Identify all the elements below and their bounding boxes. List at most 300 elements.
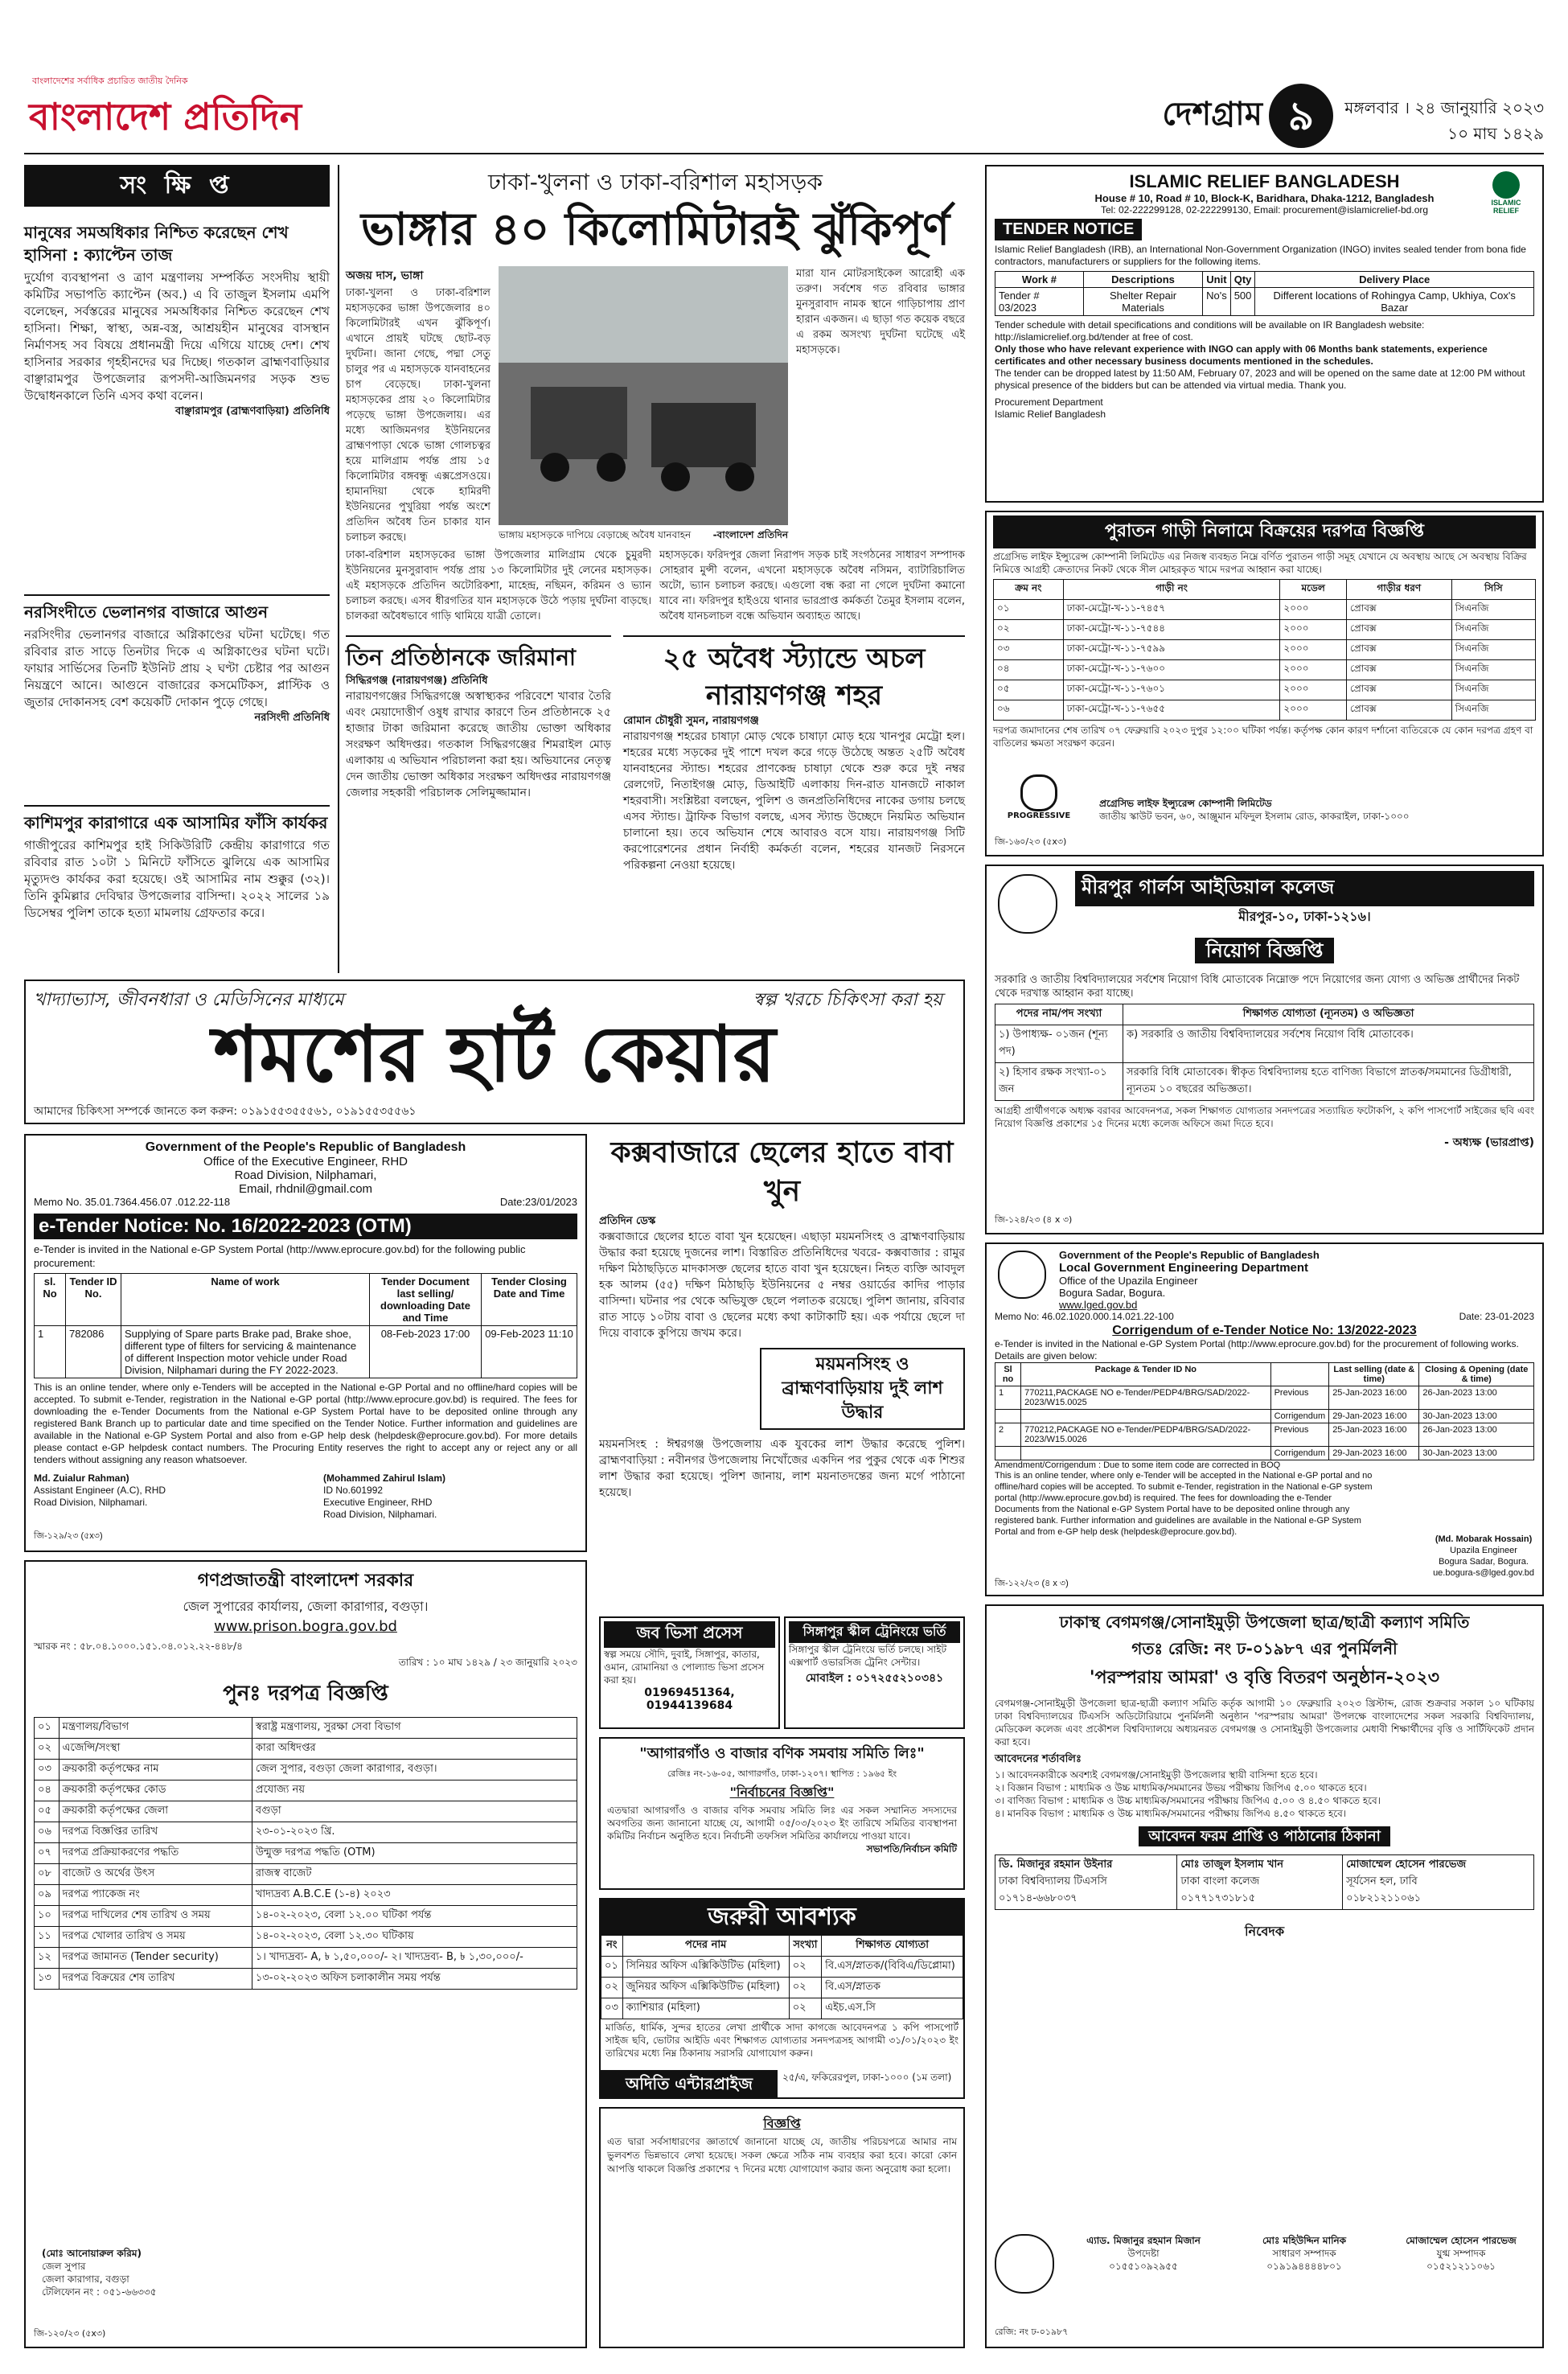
table-cell: ক্রয়কারী কর্তৃপক্ষের জেলা	[59, 1801, 252, 1822]
sig-line: জেল সুপার	[42, 2261, 86, 2272]
rhd-division: Road Division, Nilphamari,	[234, 1169, 377, 1182]
table-cell: 08-Feb-2023 17:00	[370, 1326, 482, 1378]
table-cell: 26-Jan-2023 13:00	[1419, 1386, 1534, 1410]
training-ad-body: সিঙ্গাপুর স্কীল ট্রেনিংয়ে ভর্তি চলছে। সাইট এক্সপার্ট ওভারসিজ ট্রেনিং সেন্টার।	[789, 1644, 947, 1668]
college-sub: মীরপুর-১০, ঢাকা-১২১৬।	[1238, 909, 1371, 924]
lead-story	[346, 165, 965, 631]
lead-body: ঢাকা-খুলনা ও ঢাকা-বরিশাল মহাসড়কের ভাঙ্গা উপজেলার ৪০ কিলোমিটারই এখন ঝুঁকিপূর্ণ। এখানে প্রায়ই ঘটছে ছোট-বড় দুর্ঘটনা। জানা গেছে, পদ্মা সেতু চালুর পর এ মহাসড়কে যানবাহনের চাপ বেড়েছে। ঢাকা-খুলনা মহাসড়কের প্রায় ২০ কিলোমিটার পড়েছে ভাঙ্গা উপজেলায়। এর মধ্যে আজিমনগর ইউনিয়নের ব্রাহ্মণপাড়া থেকে ভাঙ্গা গোলচত্বর হয়ে মালিগ্রাম পর্যন্ত প্রায় ১৫ কিলোমিটার বঙ্গবন্ধু এক্সপ্রেসওয়ে। হামানদিয়া থেকে হামিরদী ইউনিয়নের পুখুরিয়া পর্যন্ত অংশে প্রতিদিন অবৈধ তিন চাকার যান চলাচল করছে।	[346, 287, 491, 544]
coop-notice	[599, 1737, 965, 1890]
rhd-gov: Government of the People's Republic of Bangladesh	[145, 1140, 466, 1154]
section-title: দেশগ্রাম	[1162, 96, 1262, 133]
table-header: Work #	[995, 272, 1084, 288]
welfare-cond-title: আবেদনের শর্তাবলিঃ	[995, 1753, 1082, 1765]
table-cell: ১১	[35, 1927, 60, 1948]
table-row	[35, 1843, 577, 1864]
table-row	[994, 640, 1536, 660]
table-cell: প্রোবক্স	[1346, 680, 1451, 700]
table-row	[994, 620, 1536, 640]
rhd-notice-title: e-Tender Notice: No. 16/2022-2023 (OTM)	[34, 1214, 577, 1239]
tagline: বাংলাদেশের সর্বাধিক প্রচারিত জাতীয় দৈনিক	[32, 76, 188, 86]
table-cell: সিএনজি	[1451, 640, 1535, 660]
irb-table	[995, 271, 1534, 316]
sig-line: জেলা কারাগার, বগুড়া	[42, 2273, 129, 2285]
lead-body: মারা যান মোটরসাইকেল আরোহী এক তরুণ। সর্বশেষ গত রবিবার ভাঙ্গার মুনসুরাবাদ নামক স্থানে গাড়িচাপায় প্রাণ হারান একজন। এ ছাড়া গত কয়েক বছরে এ রকম অসংখ্য দুর্ঘটনা ঘটেছে এই মহাসড়কে।	[796, 268, 965, 356]
table-row	[35, 1718, 577, 1739]
table-cell: ক্রয়কারী কর্তৃপক্ষের নাম	[59, 1760, 252, 1780]
jobs-company: অদিতি এন্টারপ্রাইজ	[601, 2070, 778, 2097]
table-cell: ঢাকা-মেট্রো-খ-১১-৭৫৯৯	[1063, 640, 1280, 660]
brief-title[interactable]: নরসিংদীতে ভেলানগর বাজারে আগুন	[24, 602, 269, 622]
brief-title[interactable]: কাশিমপুর কারাগারে এক আসামির ফাঁসি কার্যকর	[24, 813, 328, 832]
ad-code: জি-১৬০/২৩ (৫x৩)	[995, 836, 1067, 847]
lged-memo-line	[995, 1311, 1534, 1324]
brief-item	[24, 811, 330, 972]
auction-address: জাতীয় স্কাউট ভবন, ৬০, আঞ্জুমান মফিদুল ইসলাম রোড, কাকরাইল, ঢাকা-১০০০	[1099, 811, 1410, 822]
table-cell: প্রোবক্স	[1346, 700, 1451, 721]
table-header: গাড়ীর ধরণ	[1346, 580, 1451, 600]
irb-tender	[985, 165, 1544, 503]
heart-care-ad[interactable]	[24, 980, 965, 1124]
table-cell	[1177, 1855, 1343, 1910]
rhd-body: This is an online tender, where only e-Tenders will be accepted in the National e-GP Portal and no offline/hard copies will be accepted. To submit e-Tender, registration in the National e-GP portal (http://www.eprocure.gov.bd) is required. The fees for downloading the e-Tender Documents from the National e-GP System Portal have to be deposited online through any registered Bank Branch up to particular date and time specified on the Tender Notice. Further information and guidelines are available in the National e-GP System Portal and also from e-GP help desk (helpdesk@eprocure.gov.bd). For more details please contact e-GP helpdesk contact numbers. The Procuring Entity reserves the right to accept any or reject any or all tenders without assigning any reason whatsoever.	[34, 1382, 577, 1465]
welfare-title-3: 'পরস্পরায় আমরা' ও বৃত্তি বিতরণ অনুষ্ঠান-২০২৩	[1089, 1668, 1440, 1688]
jobs-table	[601, 1935, 963, 2019]
small-notice	[599, 2107, 965, 2348]
irb-sign	[995, 396, 1534, 421]
training-ad[interactable]	[784, 1616, 965, 1729]
logo-text: বাংলাদেশ প্রতিদিন	[29, 95, 302, 138]
table-row	[995, 1855, 1534, 1910]
table-row	[35, 1822, 577, 1843]
table-header: গাড়ী নং	[1063, 580, 1280, 600]
college-table	[995, 1004, 1534, 1101]
sig-line: Md. Zuialur Rahman)	[34, 1472, 129, 1484]
society-logo-icon	[995, 2234, 1054, 2294]
stands-headline[interactable]: ২৫ অবৈধ স্ট্যান্ডে অচল নারায়ণগঞ্জ শহর	[663, 643, 926, 712]
table-cell: প্রোবক্স	[1346, 600, 1451, 620]
cox-byline: প্রতিদিন ডেস্ক	[599, 1215, 656, 1227]
contact-name: ডি. মিজানুর রহমান উইনার	[999, 1859, 1113, 1871]
welfare-reg: রেজি: নং ঢ-০১৯৮৭	[995, 2327, 1069, 2337]
table-cell: ০২	[994, 620, 1064, 640]
cox-sub-box	[760, 1348, 965, 1430]
table-cell: No's	[1203, 288, 1231, 316]
page-number-badge	[1269, 84, 1333, 148]
table-cell: ক্রয়কারী কর্তৃপক্ষের কোড	[59, 1780, 252, 1801]
brief-item	[24, 601, 330, 802]
brief-credit: বাঞ্ছারামপুর (ব্রাহ্মণবাড়িয়া) প্রতিনিধি	[174, 405, 330, 417]
table-row	[35, 1739, 577, 1760]
table-cell: 25-Jan-2023 16:00	[1329, 1423, 1419, 1447]
jail-signature	[42, 2247, 157, 2298]
table-cell: সিএনজি	[1451, 620, 1535, 640]
auction-body: দরপত্র জমাদানের শেষ তারিখ ০৭ ফেব্রুয়ারি ২০২৩ দুপুর ১২:০০ ঘটিকা পর্যন্ত। কর্তৃপক্ষ কোন কারণ দর্শানো ব্যতিরেকে যে কোন দরপত্র গ্রহণ বা বাতিলের ক্ষমতা সংরক্ষণ করেন।	[993, 725, 1533, 749]
table-cell: ক) সরকারি ও জাতীয় বিশ্ববিদ্যালয়ের সর্বশেষ নিয়োগ বিধি মোতাবেক।	[1123, 1025, 1534, 1063]
auction-intro: প্রগ্রেসিভ লাইফ ইন্স্যুরেন্স কোম্পানী লিমিটেড এর নিজস্ব ব্যবহৃত নিম্নে বর্ণিত পুরাতন গাড়ী সমূহ যেখানে যে অবস্থায় আছে সে অবস্থায় বিক্রির নিমিত্তে আগ্রহী ক্রেতাদের নিকট থেকে সীল মোহরকৃত খামে দরপত্র আহ্বান করা যাচ্ছে।	[993, 551, 1527, 575]
heart-ad-tag-2: স্বল্প খরচে চিকিৎসা করা হয়	[753, 990, 942, 1010]
fine-story	[346, 635, 611, 973]
table-header: Last selling (date & time)	[1329, 1363, 1419, 1386]
logo-icon	[1020, 774, 1057, 811]
sig-line: (Md. Mobarak Hossain)	[1435, 1534, 1533, 1544]
table-cell: ২০০০	[1280, 640, 1347, 660]
welfare-form-title: আবেদন ফরম প্রাপ্তি ও পাঠানোর ঠিকানা	[1139, 1826, 1390, 1846]
rhd-office: Office of the Executive Engineer, RHD	[203, 1155, 408, 1169]
table-cell: ০৫	[35, 1801, 60, 1822]
lged-signature	[1433, 1534, 1534, 1579]
stands-byline: রোমান চৌধুরী সুমন, নারায়ণগঞ্জ	[623, 715, 759, 727]
table-cell: 1	[35, 1326, 66, 1378]
signer-phone[interactable]: ০১৫২১২১১০৬১	[1426, 2261, 1496, 2272]
table-cell: ২০০০	[1280, 600, 1347, 620]
progressive-logo	[995, 774, 1083, 823]
table-header: ক্রম নং	[994, 580, 1064, 600]
table-cell: জেল সুপার, বগুড়া জেলা কারাগার, বগুড়া।	[252, 1760, 577, 1780]
coop-notice-title: "নির্বাচনের বিজ্ঞপ্তি"	[729, 1785, 835, 1800]
cox-subhead: ময়মনসিংহ ও ব্রাহ্মণবাড়িয়ায় দুই লাশ উদ্ধার	[782, 1354, 943, 1423]
table-cell: রাজস্ব বাজেট	[252, 1864, 577, 1885]
table-row	[35, 1864, 577, 1885]
training-ad-title: সিঙ্গাপুর স্কীল ট্রেনিংয়ে ভর্তি	[789, 1621, 960, 1643]
column-rule	[338, 165, 339, 973]
irb-tel: Tel: 02-222299128, 02-222299130, Email: procurement@islamicrelief-bd.org	[1100, 204, 1429, 216]
table-cell: কারা অধিদপ্তর	[252, 1739, 577, 1760]
table-cell: সিএনজি	[1451, 680, 1535, 700]
lead-col-3	[796, 266, 965, 363]
table-cell: দরপত্র জামানত (Tender security)	[59, 1948, 252, 1969]
sig-line: Assistant Engineer (A.C), RHD	[34, 1485, 166, 1496]
table-row	[35, 1760, 577, 1780]
lead-kicker[interactable]: ঢাকা-খুলনা ও ঢাকা-বরিশাল মহাসড়ক	[488, 169, 823, 195]
jail-gov: গণপ্রজাতন্ত্রী বাংলাদেশ সরকার	[197, 1571, 414, 1591]
table-cell: ১) উপাধ্যক্ষ- ০১জন (শূন্য পদ)	[995, 1025, 1123, 1063]
table-cell: ১৪-০২-২০২৩, বেলা ১২.০০ ঘটিকা পর্যন্ত	[252, 1906, 577, 1927]
jobs-ad	[599, 1898, 965, 2099]
table-header: পদের নাম/পদ সংখ্যা	[995, 1004, 1123, 1025]
welfare-society-notice	[985, 1604, 1544, 2348]
brief-divider	[24, 594, 330, 596]
vehicle-auction-notice	[985, 511, 1544, 856]
table-header: sl. No	[35, 1274, 66, 1326]
table-header: Tender Document last selling/ downloading Date and Time	[370, 1274, 482, 1326]
signer-role: উপদেষ্টা	[1127, 2248, 1160, 2259]
table-cell: ক্যাশিয়ার (মহিলা)	[622, 1998, 789, 2019]
table-cell: 30-Jan-2023 13:00	[1419, 1410, 1534, 1423]
rhd-table	[34, 1273, 577, 1378]
table-cell: বি.এস/স্নাতক/(বিবিএ/ডিপ্লোমা)	[822, 1957, 963, 1978]
date-line-2: ১০ মাঘ ১৪২৯	[1447, 124, 1544, 143]
lead-headline[interactable]: ভাঙ্গার ৪০ কিলোমিটারই ঝুঁকিপূর্ণ	[360, 203, 950, 256]
briefs-banner	[24, 165, 330, 207]
sig-line: ue.bogura-s@lged.gov.bd	[1433, 1568, 1534, 1578]
table-header: মডেল	[1280, 580, 1347, 600]
small-notice-title: বিজ্ঞপ্তি	[763, 2116, 801, 2131]
signer-name: মোজাম্মেল হোসেন পারভেজ	[1406, 2235, 1517, 2246]
table-cell: 782086	[66, 1326, 121, 1378]
table-row	[35, 1948, 577, 1969]
table-cell: ০৪	[35, 1780, 60, 1801]
rhd-email[interactable]: Email, rhdnil@gmail.com	[238, 1182, 373, 1196]
table-cell: ২০০০	[1280, 660, 1347, 680]
welfare-signers	[995, 2226, 1534, 2314]
table-cell: ০১	[994, 600, 1064, 620]
table-row	[994, 660, 1536, 680]
auction-company: প্রগ্রেসিভ লাইফ ইন্স্যুরেন্স কোম্পানী লিমিটেড	[1099, 798, 1272, 809]
contact-name: মোজাম্মেল হোসেন পারভেজ	[1346, 1859, 1467, 1871]
table-cell: বগুড়া	[252, 1801, 577, 1822]
jobs-address: ২৫/এ, ফকিরেরপুল, ঢাকা-১০০০ (১ম তলা)	[782, 2072, 952, 2083]
table-row	[35, 1927, 577, 1948]
table-cell: Different locations of Rohingya Camp, Ukhiya, Cox's Bazar	[1255, 288, 1534, 316]
table-cell: 770212,PACKAGE NO e-Tender/PEDP4/BRG/SAD/2022-2023/W15.0026	[1021, 1423, 1271, 1447]
coop-sig: সভাপতি/নির্বাচন কমিটি	[866, 1843, 957, 1854]
lged-memo: Memo No: 46.02.1020.000.14.021.22-100	[995, 1311, 1174, 1322]
rhd-memo: Memo No. 35.01.7364.456.07 .012.22-118	[34, 1196, 231, 1208]
lged-addr: Bogura Sadar, Bogura.	[1059, 1287, 1166, 1299]
condition-item: ৩। বাণিজ্য বিভাগ : মাধ্যমিক ও উচ্চ মাধ্যমিক/সমমানের পরীক্ষায় জিপিএ ৫.০০ ও ৪.৫০ থাকতে হবে।	[995, 1795, 1381, 1806]
signer-role: যুগ্ম সম্পাদক	[1436, 2248, 1486, 2259]
jobs-title: জরুরী আবশ্যক	[601, 1900, 963, 1935]
table-header-row	[995, 272, 1534, 288]
table-cell: এইচ.এস.সি	[822, 1998, 963, 2019]
ad-code: জি-১২২/২৩ (৪ x ৩)	[995, 1579, 1069, 1588]
table-header-row	[995, 1004, 1534, 1025]
logo[interactable]	[29, 88, 302, 145]
condition-item: ২। বিজ্ঞান বিভাগ : মাধ্যমিক ও উচ্চ মাধ্যমিক/সমমানের উভয় পরীক্ষায় জিপিএ ৫.০০ থাকতে হবে।	[995, 1782, 1367, 1793]
welfare-contacts	[995, 1854, 1534, 1910]
table-cell: ১৪-০২-২০২৩, বেলা ১২.৩০ ঘটিকায়	[252, 1927, 577, 1948]
brief-body: নরসিংদীর ভেলানগর বাজারে অগ্নিকাণ্ডের ঘটনা ঘটেছে। গত রবিবার রাত সাড়ে তিনটার দিকে এ অগ্নিকাণ্ডের ঘটনা ঘটে। ফায়ার সার্ভিসের তিনটি ইউনিট প্রায় ২ ঘণ্টা চেষ্টার পর আগুন নিয়ন্ত্রণে আনে। আগুনে বাজারের কসমেটিকস, প্লাস্টিক ও জুতার দোকানসহ বেশ কয়েকটি দোকান পুড়ে গেছে।	[24, 627, 330, 709]
table-row	[994, 600, 1536, 620]
jail-memo: স্মারক নং : ৫৮.০৪.১০০০.১৫১.০৪.০১২.২২-৪৪৮/৪	[34, 1641, 243, 1652]
brief-title[interactable]: মানুষের সমঅধিকার নিশ্চিত করেছেন শেখ হাসিনা : ক্যাপ্টেন তাজ	[24, 223, 289, 265]
table-cell: ০৬	[994, 700, 1064, 721]
heart-ad-tag: খাদ্যাভ্যাস, জীবনধারা ও মেডিসিনের মাধ্যমে	[34, 990, 344, 1010]
irb-body: Tender schedule with detail specifications and conditions will be available on IR Bangladesh website: http://islamicrelief.org.bd/tender at free of cost.	[995, 319, 1425, 343]
table-cell: Tender # 03/2023	[995, 288, 1084, 316]
masthead-rule	[24, 153, 1544, 154]
rhd-signatures	[34, 1472, 577, 1529]
story-rule	[346, 635, 611, 637]
contact-name: মোঃ তাজুল ইসলাম খান	[1180, 1859, 1284, 1871]
irb-intro: Islamic Relief Bangladesh (IRB), an International Non-Government Organization (INGO) invites sealed tender from bona fide contractors, manufacturers or suppliers for the following items.	[995, 244, 1526, 267]
table-cell: ঢাকা-মেট্রো-খ-১১-৭৬০১	[1063, 680, 1280, 700]
signer-name: এ্যাড. মিজানুর রহমান মিজান	[1086, 2235, 1201, 2246]
table-header	[1270, 1363, 1329, 1386]
signer	[1067, 2234, 1220, 2273]
lged-web[interactable]: www.lged.gov.bd	[1059, 1299, 1138, 1311]
table-cell	[995, 1447, 1021, 1460]
jail-date: তারিখ : ১০ মাঘ ১৪২৯ / ২৩ জানুয়ারি ২০২৩	[398, 1657, 577, 1668]
table-cell: উন্মুক্ত দরপত্র পদ্ধতি (OTM)	[252, 1843, 577, 1864]
cox-body: কক্সবাজারে ছেলের হাতে বাবা খুন হয়েছেন। এছাড়া ময়মনসিংহ ও ব্রাহ্মণবাড়িয়ায় উদ্ধার করা হয়েছে দুজনের লাশ। বিস্তারিত প্রতিনিধিদের খবরে- কক্সবাজার : রামুর দক্ষিণ মিঠাছড়িতে মাদকাসক্ত ছেলের হাতে বাবা খুন হয়েছেন। নিহত ব্যক্তি আবদুল হক আলম (৫৫) দক্ষিণ মিঠাছড়ি ইউনিয়নের ৫ নম্বর ওয়ার্ডের কাদির পাড়ার বাসিন্দা। ঘটনার পর থেকে অভিযুক্ত ছেলে পলাতক রয়েছে। পুলিশ জানায়, রবিবার রাত সাড়ে ১০টায় বাবা ও ছেলের মধ্যে কথা কাটাকাটি হয়। এক পর্যায়ে ছেলে দা দিয়ে বাবাকে কুপিয়ে জখম করে।	[599, 1230, 965, 1340]
table-cell	[995, 1410, 1021, 1423]
lead-byline: অজয় দাস, ভাঙ্গা	[346, 269, 424, 282]
table-cell: 25-Jan-2023 16:00	[1329, 1386, 1419, 1410]
rhd-sig-right	[323, 1472, 564, 1521]
table-cell	[1021, 1447, 1271, 1460]
heart-ad-footer: আমাদের চিকিৎসা সম্পর্কে জানতে কল করুন: ০১৯১৫৫৩৫৫৫৬১, ০১৯১৫৫৩৫৫৬১	[34, 1105, 417, 1118]
lged-date: Date: 23-01-2023	[1459, 1311, 1534, 1322]
stands-story	[623, 635, 965, 973]
table-header-row	[995, 1363, 1534, 1386]
sig-line: Islamic Relief Bangladesh	[995, 409, 1106, 420]
table-cell: ০৩	[35, 1760, 60, 1780]
table-cell: দরপত্র প্রক্রিয়াকরণের পদ্ধতি	[59, 1843, 252, 1864]
coop-title: "আগারগাঁও ও বাজার বণিক সমবায় সমিতি লিঃ"	[639, 1745, 925, 1762]
table-cell: ১৩	[35, 1969, 60, 1990]
sig-line: (Mohammed Zahirul Islam)	[323, 1472, 446, 1484]
table-cell: ০২	[789, 1998, 821, 2019]
photo-caption-text: ভাঙ্গায় মহাসড়কে দাপিয়ে বেড়াচ্ছে অবৈধ যানবাহন	[499, 529, 692, 540]
college-body: আগ্রহী প্রার্থীগণকে অধ্যক্ষ বরাবর আবেদনপত্র, সকল শিক্ষাগত যোগ্যতার সনদপত্রের সত্যায়িত ফটোকপি, ২ কপি পাসপোর্ট সাইজের ছবি এবং নিয়োগ বিজ্ঞপ্তি প্রকাশের ১৫ দিনের মধ্যে কলেজ অফিসে জমা দিতে হবে।	[995, 1105, 1534, 1129]
table-cell: 30-Jan-2023 13:00	[1419, 1447, 1534, 1460]
table-cell: Previous	[1270, 1386, 1329, 1410]
contact-phone[interactable]: ০১৮২১২১১০৬১	[1346, 1892, 1422, 1904]
table-cell: 09-Feb-2023 11:10	[482, 1326, 577, 1378]
table-cell: প্রযোজ্য নয়	[252, 1780, 577, 1801]
visa-ad[interactable]	[599, 1616, 780, 1729]
table-cell: ০৪	[994, 660, 1064, 680]
irb-notice-title: TENDER NOTICE	[995, 219, 1142, 240]
lged-title: Corrigendum of e-Tender Notice No: 13/2022-2023	[1112, 1324, 1417, 1337]
table-row	[35, 1969, 577, 1990]
table-row	[995, 1423, 1534, 1447]
college-notice-title: নিয়োগ বিজ্ঞপ্তি	[1195, 938, 1335, 963]
table-cell: Corrigendum	[1270, 1410, 1329, 1423]
sig-line: Road Division, Nilphamari.	[323, 1509, 437, 1520]
table-cell: স্বরাষ্ট্র মন্ত্রণালয়, সুরক্ষা সেবা বিভাগ	[252, 1718, 577, 1739]
sig-line: ID No.601992	[323, 1485, 384, 1496]
lged-amend: Amendment/Corrigendum : Due to some item code are corrected in BOQ	[995, 1460, 1281, 1470]
table-cell: ০২	[789, 1978, 821, 1998]
table-row	[994, 700, 1536, 721]
signer-phone[interactable]: ০১৫৫১০৯২৯৫৫	[1109, 2261, 1178, 2272]
sig-line: Upazila Engineer	[1450, 1546, 1517, 1555]
table-cell	[995, 1855, 1177, 1910]
briefs-banner-text: সং ক্ষি প্ত	[120, 171, 234, 199]
table-header: নং	[601, 1936, 623, 1957]
table-header: Package & Tender ID No	[1021, 1363, 1271, 1386]
table-header: শিক্ষাগত যোগ্যতা	[822, 1936, 963, 1957]
table-cell: ০২	[601, 1978, 623, 1998]
table-cell: ০১	[601, 1957, 623, 1978]
table-row	[995, 288, 1534, 316]
contact-org: ঢাকা বিশ্ববিদ্যালয় টিএসসি	[999, 1875, 1107, 1887]
cox-headline[interactable]: কক্সবাজারে ছেলের হাতে বাবা খুন	[610, 1136, 954, 1208]
visa-ad-title: জব ভিসা প্রসেস	[604, 1621, 775, 1648]
brief-body: গাজীপুরের কাশিমপুর হাই সিকিউরিটি কেন্দ্রীয় কারাগারে গত রবিবার রাত ১০টা ১ মিনিটে ফাঁসিতে ঝুলিয়ে এক আসামির মৃত্যুদণ্ড কার্যকর করা হয়েছে। ওই আসামির নাম শুক্কুর (৩২)। তিনি কুমিল্লার দেবিদ্বার উপজেলার বাসিন্দা। ২০২২ সালের ১৯ ডিসেম্বর পুলিশ তাকে হত্যা মামলায় গ্রেফতার করে।	[24, 838, 330, 920]
auction-table	[993, 579, 1536, 721]
brief-item	[24, 221, 330, 591]
table-cell: Corrigendum	[1270, 1447, 1329, 1460]
table-cell: ০২	[35, 1739, 60, 1760]
lead-body: ঢাকা-বরিশাল মহাসড়কের ভাঙ্গা উপজেলার মালিগ্রাম থেকে চুমুরদী ইউনিয়নের মুনসুরাবাদ পর্যন্ত প্রায় ১৩ কিলোমিটার দুই লেনের মহাসড়ক। এই মহাসড়কে প্রতিদিন অটোরিকশা, মাহেন্দ্র, নছিমন, করিমন ও ভ্যান চলাচল করছে। এসব ধীরগতির যান মহাসড়কে উঠে পড়ায় দুর্ঘটনা বাড়ছে। চালকরা অবৈধভাবে গাড়ি থামিয়ে যাত্রী তোলে।	[346, 549, 651, 622]
condition-item: ৪। মানবিক বিভাগ : মাধ্যমিক ও উচ্চ মাধ্যমিক/সমমানের পরীক্ষায় জিপিএ ৪.৫০ থাকতে হবে।	[995, 1808, 1347, 1819]
fine-body: নারায়ণগঞ্জের সিদ্ধিরগঞ্জে অস্বাস্থ্যকর পরিবেশে খাবার তৈরি এবং মেয়াদোত্তীর্ণ ওষুধ রাখার কারণে তিন প্রতিষ্ঠানকে ২৫ হাজার টাকা জরিমানা করেছে জাতীয় ভোক্তা অধিকার সংরক্ষণ অধিদপ্তর। গতকাল সিদ্ধিরগঞ্জের শিমরাইল মোড় এলাকায় এ অভিযান পরিচালনা করা হয়। অভিযানের নেতৃত্ব দেন জাতীয় ভোক্তা অধিকার সংরক্ষণ অধিদপ্তর নারায়ণগঞ্জ জেলার সহকারী পরিচালক সেলিমুজ্জামান।	[346, 690, 611, 799]
table-row	[35, 1906, 577, 1927]
jail-web[interactable]: www.prison.bogra.gov.bd	[214, 1618, 397, 1635]
training-ad-phone[interactable]: মোবাইল : ০১৭২৫৫২১০৩৪১	[805, 1672, 944, 1685]
table-cell: সিএনজি	[1451, 700, 1535, 721]
table-cell: প্রোবক্স	[1346, 660, 1451, 680]
lged-body: This is an online tender, where only e-Tender will be accepted in the National e-GP portal and no offline/hard copies will be accepted. To submit e-Tender, registration in the National e-GP system portal (http://www.eprocure.gov.bd) is required. The fees for downloading the e-Tender Documents from the National e-GP System Portal have to be deposited online through any registered bank. Further information and guidelines are available in the National e-GP System Portal and from e-GP help desk (helpdesk@eprocure.gov.bd).	[995, 1471, 1373, 1537]
table-cell: জুনিয়র অফিস এক্সিকিউটিভ (মহিলা)	[622, 1978, 789, 1998]
table-cell: ২০০০	[1280, 620, 1347, 640]
photo-scene	[499, 266, 788, 525]
table-cell: ঢাকা-মেট্রো-খ-১১-৭৪৫৭	[1063, 600, 1280, 620]
table-header: Delivery Place	[1255, 272, 1534, 288]
condition-item: ১। আবেদনকারীকে অবশ্যই বেগমগঞ্জ/সোনাইমুড়ী উপজেলার স্থায়ী বাসিন্দা হতে হবে।	[995, 1769, 1318, 1780]
welfare-conditions	[995, 1768, 1534, 1820]
jail-title: পুনঃ দরপত্র বিজ্ঞপ্তি	[223, 1682, 388, 1706]
signer-phone[interactable]: ০১৯১৯৪৪৪৪৮০১	[1266, 2261, 1342, 2272]
contact-phone[interactable]: ০১৭৭১৭৩১৮১৫	[1180, 1892, 1256, 1904]
table-header: Qty	[1230, 272, 1255, 288]
coop-sub: রেজিঃ নং-১৬-০৫, আগারগাঁও, ঢাকা-১২০৭। স্থাপিত : ১৯৬৫ ইং	[667, 1768, 897, 1779]
table-cell: ২০০০	[1280, 700, 1347, 721]
lead-body: মহাসড়কে। ফরিদপুর জেলা নিরাপদ সড়ক চাই সংগঠনের সাধারণ সম্পাদক সোহরাব মুন্সী বলেন, এখনো মহাসড়কে অবৈধ নসিমন, ব্যাটারিচালিত অটো, ভ্যান চলাচল করছে। এগুলো বন্ধ করা না গেলে দুর্ঘটনা কমানো যাবে না। ফরিদপুর হাইওয়ে থানার ভারপ্রাপ্ত কর্মকর্তা তৈমুর ইসলাম বলেন, অবৈধ যানচলাচল বন্ধে অভিযান অব্যাহত আছে।	[659, 549, 965, 622]
table-cell: Previous	[1270, 1423, 1329, 1447]
photo-caption	[499, 528, 788, 544]
briefs-column	[24, 165, 330, 973]
fine-headline[interactable]: তিন প্রতিষ্ঠানকে জরিমানা	[346, 644, 577, 671]
visa-ad-phone[interactable]: 01969451364, 01944139684	[644, 1686, 735, 1712]
ad-code: জি-১২৯/২৩ (৫x৩)	[34, 1531, 103, 1541]
table-cell: দরপত্র বিক্রয়ের শেষ তারিখ	[59, 1969, 252, 1990]
table-cell: দরপত্র বিজ্ঞপ্তির তারিখ	[59, 1822, 252, 1843]
sig-line: Executive Engineer, RHD	[323, 1497, 433, 1508]
table-header: Tender ID No.	[66, 1274, 121, 1326]
crescent-icon	[1492, 171, 1520, 199]
lead-col-2	[346, 548, 651, 628]
table-cell: সিনিয়র অফিস এক্সিকিউটিভ (মহিলা)	[622, 1957, 789, 1978]
jobs-body: মার্জিত, ধার্মিক, সুন্দর হাতের লেখা প্রার্থীকে সাদা কাগজে আবেদনপত্র ১ কপি পাসপোর্ট সাইজ ছবি, ভোটার আইডি এবং শিক্ষাগত যোগ্যতার সনদপত্রসহ আগামী ৩১/০১/২০২৩ ইং তারিখের মধ্যে নিম্ন ঠিকানায় সরাসরি যোগাযোগ করুন।	[605, 2022, 958, 2059]
lged-table	[995, 1362, 1534, 1460]
table-cell	[1021, 1410, 1271, 1423]
table-row	[995, 1386, 1534, 1410]
lged-intro: e-Tender is invited in the National e-GP System Portal (http://www.eprocure.gov.bd) for the procurement of following works. Details are given below:	[995, 1338, 1519, 1362]
table-cell: সিএনজি	[1451, 660, 1535, 680]
table-cell: সিএনজি	[1451, 600, 1535, 620]
table-header-row	[601, 1936, 963, 1957]
date-line-1: মঙ্গলবার । ২৪ জানুয়ারি ২০২৩	[1344, 98, 1544, 117]
table-cell: ০৩	[601, 1998, 623, 2019]
lead-photo	[499, 266, 788, 525]
table-cell: ২৩-০১-২০২৩ খ্রি.	[252, 1822, 577, 1843]
table-cell: ০১	[35, 1718, 60, 1739]
table-cell: মন্ত্রণালয়/বিভাগ	[59, 1718, 252, 1739]
table-cell: দরপত্র খোলার তারিখ ও সময়	[59, 1927, 252, 1948]
jail-tender-notice	[24, 1560, 587, 2348]
auction-company-block	[1099, 797, 1533, 823]
table-cell	[1343, 1855, 1534, 1910]
table-cell: সরকারি বিধি মোতাবেক। স্বীকৃত বিশ্ববিদ্যালয় হতে বাণিজ্য বিভাগে স্নাতক/সমমানের ডিগ্রীধারী, ন্যূনতম ১০ বছরের অভিজ্ঞতা।	[1123, 1063, 1534, 1101]
table-header-row	[35, 1274, 577, 1326]
contact-phone[interactable]: ০১৭১৪-৬৬৮০৩৭	[999, 1892, 1077, 1904]
signer-name: মোঃ মহিউদ্দিন মানিক	[1262, 2235, 1347, 2246]
rhd-sig-left	[34, 1472, 275, 1509]
rhd-intro: e-Tender is invited in the National e-GP System Portal (http://www.eprocure.gov.bd) for the following public procurement:	[34, 1243, 526, 1269]
small-notice-body: এত দ্বারা সর্বসাধারণের জ্ঞাতার্থে জানানো যাচ্ছে যে, জাতীয় পরিচয়পত্রে আমার নাম ভুলবশত ভিন্নভাবে লেখা হয়েছে। সকল ক্ষেত্রে সঠিক নাম ব্যবহার করা হবে। কারো কোন আপত্তি থাকলে বিজ্ঞপ্তি প্রকাশের ৭ দিনের মধ্যে যোগাযোগ করার জন্য অনুরোধ করা হলো।	[607, 2136, 957, 2175]
table-cell: 29-Jan-2023 16:00	[1329, 1410, 1419, 1423]
table-header: Sl no	[995, 1363, 1021, 1386]
table-row	[995, 1025, 1534, 1063]
table-cell: ০৩	[994, 640, 1064, 660]
table-cell: ১৩-০২-২০২৩ অফিস চলাকালীন সময় পর্যন্ত	[252, 1969, 577, 1990]
table-cell: ১০	[35, 1906, 60, 1927]
table-row	[995, 1063, 1534, 1101]
